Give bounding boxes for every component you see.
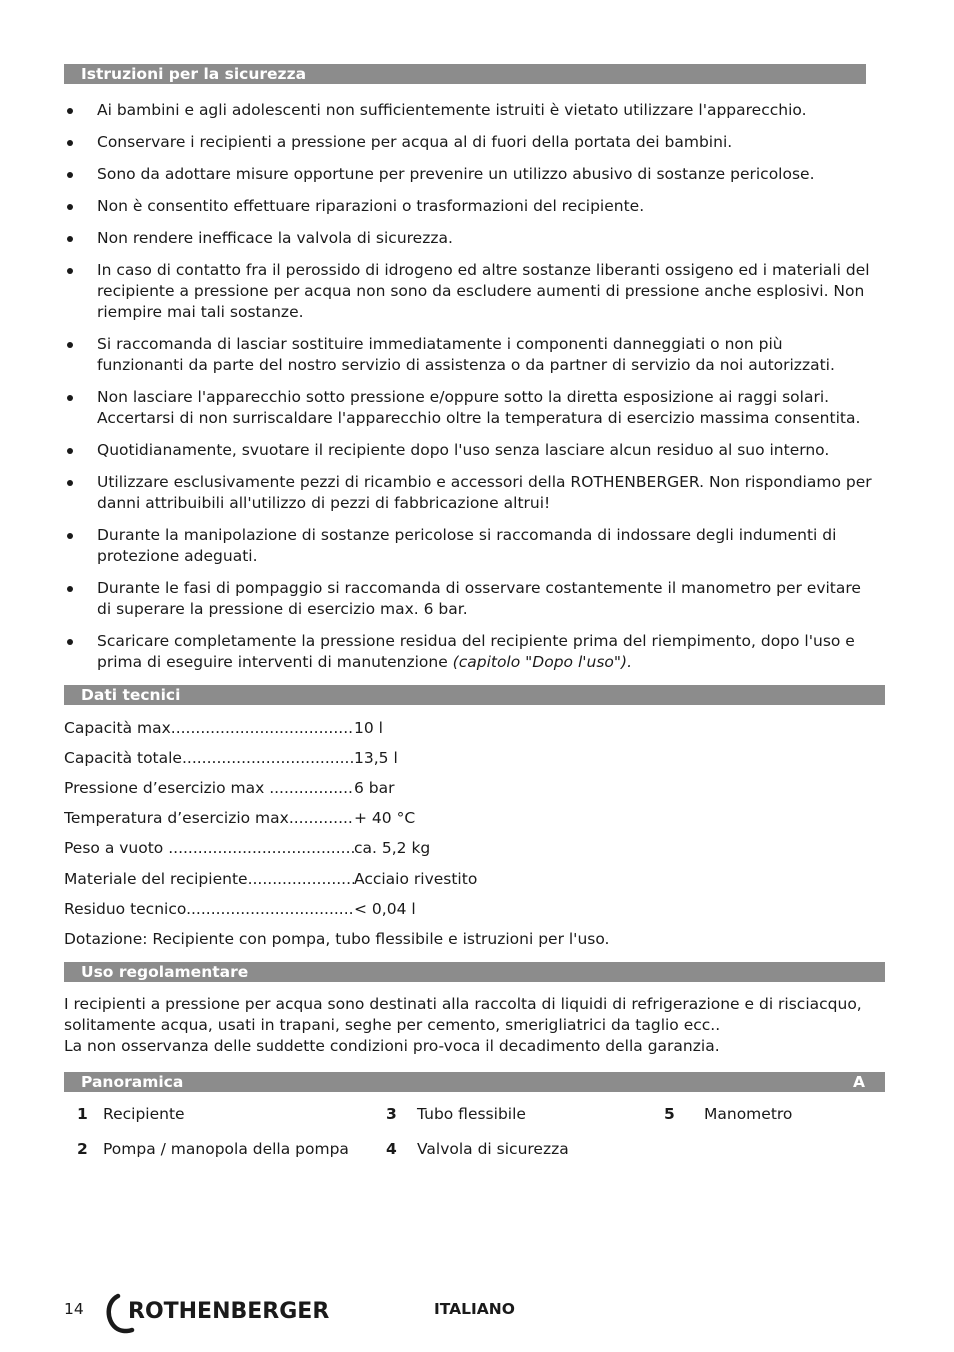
legend-item: 5 Manometro	[664, 1105, 793, 1123]
legend-item: 2 Pompa / manopola della pompa	[77, 1140, 349, 1158]
uso-line: I recipienti a pressione per acqua sono destinati alla raccolta di liquidi di refrigerazione e di risciacquo, solitamente acqua, usati in trapani, seghe per cemento, smerigliatrici da taglio ecc..	[64, 995, 862, 1034]
legend-item: 3 Tubo flessibile	[386, 1105, 526, 1123]
uso-line: La non osservanza delle suddette condizioni pro-voca il decadimento della garanzia.	[64, 1037, 720, 1055]
legend-item: 1 Recipiente	[77, 1105, 185, 1123]
section-title: Uso regolamentare	[81, 963, 249, 981]
bullet-icon	[67, 204, 73, 210]
spec-row: Residuo tecnico ..... < 0,04 l	[64, 899, 884, 920]
bullet-icon	[67, 639, 73, 645]
list-item: Conservare i recipienti a pressione per acqua al di fuori della portata dei bambini.	[64, 132, 874, 153]
list-item: Quotidianamente, svuotare il recipiente dopo l'uso senza lasciare alcun residuo al suo interno.	[64, 440, 874, 461]
spec-row: Pressione d’esercizio max ..... 6 bar	[64, 778, 884, 799]
list-item: Non è consentito effettuare riparazioni o trasformazioni del recipiente.	[64, 196, 874, 217]
list-item: Sono da adottare misure opportune per prevenire un utilizzo abusivo di sostanze pericolose.	[64, 164, 874, 185]
bullet-icon	[67, 342, 73, 348]
bullet-icon	[67, 140, 73, 146]
bullet-icon	[67, 395, 73, 401]
spec-row: Temperatura d’esercizio max ..... + 40 °C	[64, 808, 884, 829]
legend-item: 4 Valvola di sicurezza	[386, 1140, 569, 1158]
figure-marker: A	[853, 1073, 865, 1091]
bullet-icon	[67, 533, 73, 539]
list-item: In caso di contatto fra il perossido di idrogeno ed altre sostanze liberanti ossigeno ed i materiali del recipiente a pressione per acqua non sono da escludere aumenti di pressione anche esplosivi. Non riempire mai tali sostanze.	[64, 260, 874, 323]
section-title: Dati tecnici	[81, 686, 181, 704]
list-item: Ai bambini e agli adolescenti non sufficientemente istruiti è vietato utilizzare l'apparecchio.	[64, 100, 874, 121]
list-item: Non rendere inefficace la valvola di sicurezza.	[64, 228, 874, 249]
bullet-icon	[67, 586, 73, 592]
list-item: Non lasciare l'apparecchio sotto pressione e/oppure sotto la diretta esposizione ai raggi solari. Accertarsi di non surriscaldare l'apparecchio oltre la temperatura di esercizio massima consentita.	[64, 387, 874, 429]
language-label: ITALIANO	[434, 1300, 515, 1318]
bullet-icon	[67, 448, 73, 454]
list-item: Utilizzare esclusivamente pezzi di ricambio e accessori della ROTHENBERGER. Non rispondiamo per danni attribuibili all'utilizzo di pezzi di fabbricazione altrui!	[64, 472, 874, 514]
chapter-reference: (capitolo "Dopo l'uso").	[452, 653, 632, 671]
page-number: 14	[64, 1300, 84, 1318]
bullet-icon	[67, 108, 73, 114]
list-item: Si raccomanda di lasciar sostituire immediatamente i componenti danneggiati o non più funzionanti da parte del nostro servizio di assistenza o da partner di servizio da noi autorizzati.	[64, 334, 874, 376]
section-title: Istruzioni per la sicurezza	[81, 65, 307, 83]
bullet-icon	[67, 480, 73, 486]
section-header-safety	[64, 64, 866, 84]
uso-text	[64, 994, 884, 1057]
bullet-icon	[67, 172, 73, 178]
logo-swoosh-icon	[104, 1292, 354, 1334]
spec-row: Materiale del recipiente ..... Acciaio rivestito	[64, 869, 884, 890]
safety-list	[64, 100, 874, 684]
section-header-tech	[64, 685, 885, 705]
section-header-uso	[64, 962, 885, 982]
bullet-icon	[67, 268, 73, 274]
spec-row: Peso a vuoto ..... ca. 5,2 kg	[64, 838, 884, 859]
section-header-panoramica	[64, 1072, 885, 1092]
brand-logo	[104, 1292, 354, 1334]
list-item: Durante la manipolazione di sostanze pericolose si raccomanda di indossare degli indumenti di protezione adeguati.	[64, 525, 874, 567]
list-item: Scaricare completamente la pressione residua del recipiente prima del riempimento, dopo l'uso e prima di eseguire interventi di manutenzione (capitolo "Dopo l'uso").	[64, 631, 874, 673]
dotazione-text: Dotazione: Recipiente con pompa, tubo flessibile e istruzioni per l'uso.	[64, 930, 610, 948]
section-title: Panoramica	[81, 1073, 184, 1091]
spec-row: Capacità totale ..... 13,5 l	[64, 748, 884, 769]
brand-wordmark: ROTHENBERGER	[128, 1299, 330, 1324]
list-item: Durante le fasi di pompaggio si raccomanda di osservare costantemente il manometro per evitare di superare la pressione di esercizio max. 6 bar.	[64, 578, 874, 620]
spec-row: Capacità max ..... 10 l	[64, 718, 884, 739]
bullet-icon	[67, 236, 73, 242]
